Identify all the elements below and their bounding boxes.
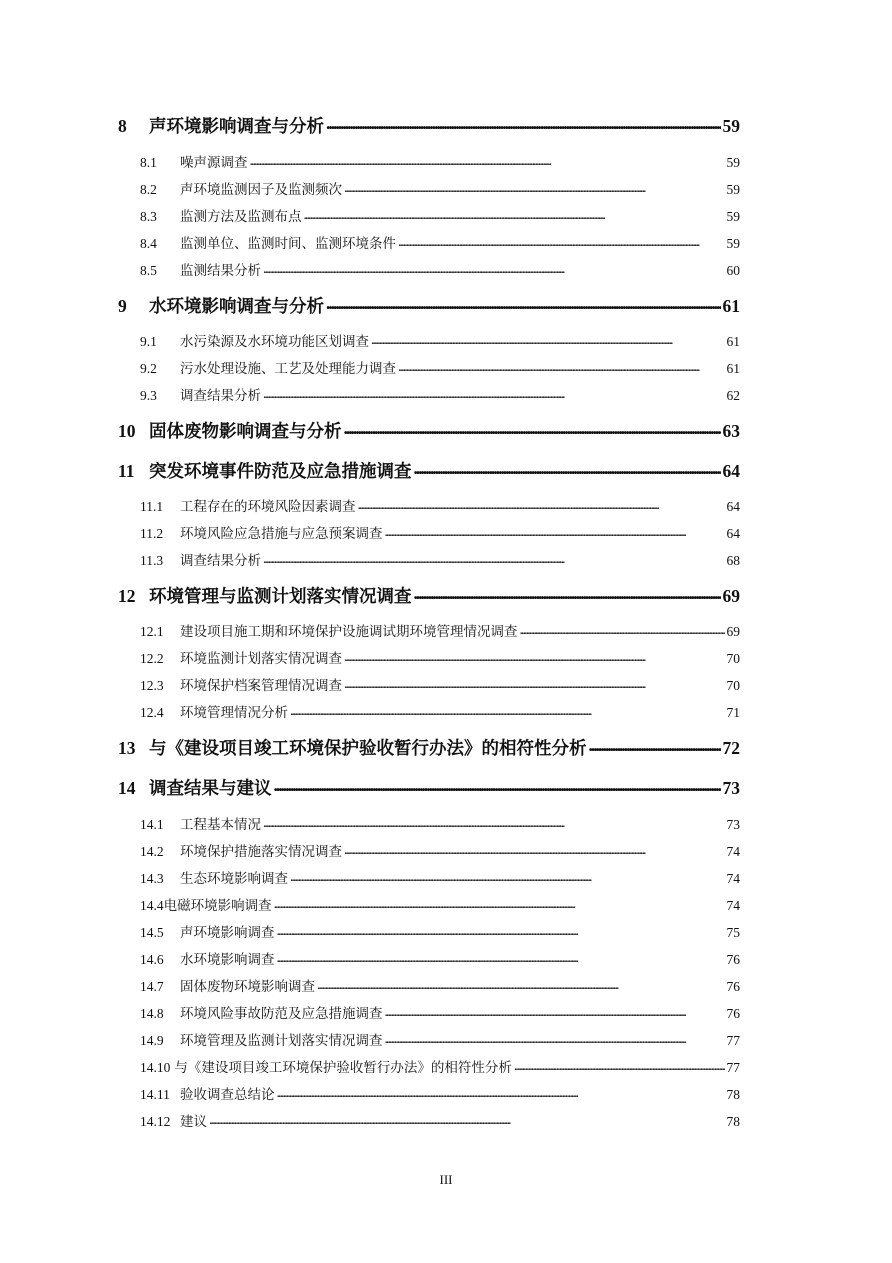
toc-entry-page-number: 73 (722, 778, 740, 798)
toc-entry-page-number: 64 (722, 461, 740, 481)
toc-entry-title: 验收调查总结论 (180, 1087, 275, 1102)
toc-dot-leader (263, 816, 725, 830)
toc-entry-title: 声环境影响调查与分析 (149, 116, 324, 136)
toc-section-entry[interactable] (140, 977, 740, 997)
toc-dot-leader (589, 737, 721, 755)
toc-dot-leader (317, 978, 725, 992)
toc-entry-page-number: 76 (726, 979, 740, 994)
toc-entry-title: 环境管理及监测计划落实情况调查 (180, 1033, 383, 1048)
toc-entry-page-number: 73 (726, 817, 740, 832)
toc-dot-leader (290, 704, 725, 718)
toc-section-entry[interactable] (140, 622, 740, 642)
toc-entry-number: 14.6 (140, 952, 164, 967)
toc-dot-leader (344, 650, 725, 664)
toc-dot-leader (414, 585, 721, 603)
toc-entry-page-number: 61 (722, 296, 740, 316)
toc-entry-number: 14 (118, 778, 136, 798)
toc-dot-leader (344, 677, 725, 691)
toc-entry-page-number: 61 (726, 361, 740, 376)
toc-entry-title: 环境管理与监测计划落实情况调查 (149, 586, 412, 606)
toc-entry-number: 8.4 (140, 236, 157, 251)
toc-section-entry[interactable] (140, 359, 740, 379)
toc-dot-leader (274, 897, 725, 911)
toc-entry-title: 水污染源及水环境功能区划调查 (180, 334, 369, 349)
toc-section-entry[interactable] (140, 842, 740, 862)
page-footer-number: III (439, 1172, 453, 1187)
toc-entry-title: 调查结果与建议 (149, 778, 272, 798)
toc-entry-title: 固体废物影响调查与分析 (149, 421, 342, 441)
toc-dot-leader (344, 181, 725, 195)
toc-section-entry[interactable] (140, 153, 740, 173)
toc-section-entry[interactable] (140, 1085, 740, 1105)
toc-chapter-entry[interactable] (118, 584, 740, 608)
toc-entry-number: 8.2 (140, 182, 157, 197)
toc-entry-number: 11 (118, 461, 135, 481)
toc-entry-number: 14.4 (140, 898, 164, 913)
toc-chapter-entry[interactable] (118, 419, 740, 443)
toc-dot-leader (263, 262, 725, 276)
toc-entry-number: 12.4 (140, 705, 164, 720)
toc-entry-page-number: 61 (726, 334, 740, 349)
toc-dot-leader (398, 235, 725, 249)
toc-dot-leader (274, 777, 721, 795)
toc-dot-leader (290, 870, 725, 884)
toc-dot-leader (344, 420, 721, 438)
toc-dot-leader (398, 360, 725, 374)
toc-entry-title: 声环境影响调查 (180, 925, 275, 940)
toc-entry-page-number: 59 (726, 155, 740, 170)
toc-entry-title: 固体废物环境影响调查 (180, 979, 315, 994)
toc-entry-page-number: 70 (726, 678, 740, 693)
toc-section-entry[interactable] (140, 649, 740, 669)
toc-entry-page-number: 77 (726, 1033, 740, 1048)
toc-dot-leader (385, 1005, 725, 1019)
toc-entry-title: 工程基本情况 (180, 817, 261, 832)
toc-entry-title: 环境保护档案管理情况调查 (180, 678, 342, 693)
toc-dot-leader (414, 460, 721, 478)
toc-entry-title: 环境监测计划落实情况调查 (180, 651, 342, 666)
toc-entry-page-number: 78 (726, 1087, 740, 1102)
toc-entry-number: 14.11 (140, 1087, 170, 1102)
toc-entry-page-number: 75 (726, 925, 740, 940)
toc-entry-title: 突发环境事件防范及应急措施调查 (149, 461, 412, 481)
toc-entry-title: 监测结果分析 (180, 263, 261, 278)
toc-entry-number: 14.9 (140, 1033, 164, 1048)
toc-entry-page-number: 64 (726, 526, 740, 541)
toc-entry-page-number: 59 (726, 209, 740, 224)
toc-chapter-entry[interactable] (118, 736, 740, 760)
toc-entry-number: 14.12 (140, 1114, 171, 1129)
toc-entry-number: 14.10 (140, 1060, 171, 1075)
toc-section-entry[interactable] (140, 869, 740, 889)
toc-section-entry[interactable] (140, 815, 740, 835)
toc-entry-number: 8.3 (140, 209, 157, 224)
toc-dot-leader (277, 951, 725, 965)
toc-dot-leader (520, 623, 725, 637)
toc-dot-leader (250, 154, 725, 168)
toc-section-entry[interactable] (140, 1112, 740, 1132)
toc-entry-page-number: 71 (726, 705, 740, 720)
toc-entry-number: 9 (118, 296, 127, 316)
toc-entry-title: 电磁环境影响调查 (163, 898, 272, 913)
toc-entry-title: 水环境影响调查与分析 (149, 296, 324, 316)
toc-section-entry[interactable] (140, 1004, 740, 1024)
toc-section-entry[interactable] (140, 180, 740, 200)
toc-entry-page-number: 69 (722, 586, 740, 606)
toc-section-entry[interactable] (140, 207, 740, 227)
toc-entry-title: 监测单位、监测时间、监测环境条件 (180, 236, 396, 251)
toc-chapter-entry[interactable] (118, 459, 740, 483)
toc-dot-leader (277, 924, 725, 938)
toc-entry-page-number: 64 (726, 499, 740, 514)
toc-entry-number: 11.2 (140, 526, 164, 541)
toc-entry-title: 调查结果分析 (180, 388, 261, 403)
toc-entry-title: 噪声源调查 (180, 155, 248, 170)
toc-entry-number: 13 (118, 738, 136, 758)
toc-entry-page-number: 69 (726, 624, 740, 639)
toc-entry-number: 9.3 (140, 388, 157, 403)
toc-section-entry[interactable] (140, 524, 740, 544)
toc-dot-leader (304, 208, 725, 222)
toc-section-entry[interactable] (140, 497, 740, 517)
toc-section-entry[interactable] (140, 676, 740, 696)
toc-entry-number: 10 (118, 421, 136, 441)
toc-dot-leader (326, 295, 721, 313)
toc-entry-page-number: 62 (726, 388, 740, 403)
toc-entry-number: 14.7 (140, 979, 164, 994)
toc-entry-page-number: 63 (722, 421, 740, 441)
toc-entry-title: 环境管理情况分析 (180, 705, 288, 720)
toc-section-entry[interactable] (140, 923, 740, 943)
toc-section-entry[interactable] (140, 896, 740, 916)
toc-section-entry[interactable] (140, 261, 740, 281)
toc-entry-number: 14.1 (140, 817, 164, 832)
toc-entry-number: 11.1 (140, 499, 164, 514)
toc-entry-number: 14.5 (140, 925, 164, 940)
toc-entry-number: 14.3 (140, 871, 164, 886)
toc-entry-page-number: 68 (726, 553, 740, 568)
toc-section-entry[interactable] (140, 234, 740, 254)
toc-entry-title: 建设项目施工期和环境保护设施调试期环境管理情况调查 (180, 624, 518, 639)
toc-entry-number: 12.3 (140, 678, 164, 693)
toc-entry-title: 工程存在的环境风险因素调查 (180, 499, 356, 514)
toc-section-entry[interactable] (140, 386, 740, 406)
toc-dot-leader (277, 1086, 725, 1100)
toc-entry-number: 12 (118, 586, 136, 606)
toc-entry-page-number: 59 (726, 236, 740, 251)
toc-section-entry[interactable] (140, 551, 740, 571)
toc-entry-number: 9.2 (140, 361, 157, 376)
toc-entry-page-number: 60 (726, 263, 740, 278)
toc-entry-title: 与《建设项目竣工环境保护验收暂行办法》的相符性分析 (149, 738, 587, 758)
toc-dot-leader (344, 843, 725, 857)
toc-dot-leader (371, 333, 725, 347)
toc-dot-leader (358, 498, 725, 512)
toc-section-entry[interactable] (140, 332, 740, 352)
toc-entry-page-number: 74 (726, 844, 740, 859)
toc-entry-page-number: 72 (722, 738, 740, 758)
toc-section-entry[interactable] (140, 703, 740, 723)
toc-entry-number: 12.2 (140, 651, 164, 666)
toc-entry-title: 环境保护措施落实情况调查 (180, 844, 342, 859)
toc-dot-leader (209, 1113, 725, 1127)
toc-entry-page-number: 76 (726, 1006, 740, 1021)
toc-entry-page-number: 59 (722, 116, 740, 136)
toc-entry-title: 建议 (180, 1114, 207, 1129)
toc-entry-page-number: 70 (726, 651, 740, 666)
toc-chapter-entry[interactable] (118, 114, 740, 138)
toc-entry-page-number: 76 (726, 952, 740, 967)
toc-entry-number: 14.8 (140, 1006, 164, 1021)
toc-dot-leader (385, 525, 725, 539)
toc-entry-number: 8.5 (140, 263, 157, 278)
toc-entry-title: 环境风险事故防范及应急措施调查 (180, 1006, 383, 1021)
toc-entry-title: 调查结果分析 (180, 553, 261, 568)
toc-section-entry[interactable] (140, 1031, 740, 1051)
toc-entry-number: 11.3 (140, 553, 164, 568)
toc-entry-page-number: 74 (726, 871, 740, 886)
toc-entry-page-number: 59 (726, 182, 740, 197)
toc-entry-page-number: 78 (726, 1114, 740, 1129)
toc-dot-leader (514, 1059, 725, 1073)
toc-entry-title: 监测方法及监测布点 (180, 209, 302, 224)
toc-dot-leader (385, 1032, 725, 1046)
toc-entry-number: 14.2 (140, 844, 164, 859)
toc-dot-leader (263, 387, 725, 401)
toc-entry-title: 水环境影响调查 (180, 952, 275, 967)
toc-entry-page-number: 77 (726, 1060, 740, 1075)
toc-dot-leader (326, 115, 721, 133)
toc-entry-number: 12.1 (140, 624, 164, 639)
toc-entry-number: 8.1 (140, 155, 157, 170)
toc-chapter-entry[interactable] (118, 294, 740, 318)
toc-section-entry[interactable] (140, 950, 740, 970)
toc-entry-page-number: 74 (726, 898, 740, 913)
toc-entry-number: 9.1 (140, 334, 157, 349)
toc-chapter-entry[interactable] (118, 776, 740, 800)
toc-entry-title: 环境风险应急措施与应急预案调查 (180, 526, 383, 541)
toc-section-entry[interactable] (140, 1058, 740, 1078)
toc-entry-title: 声环境监测因子及监测频次 (180, 182, 342, 197)
toc-entry-title: 生态环境影响调查 (180, 871, 288, 886)
toc-dot-leader (263, 552, 725, 566)
toc-entry-number: 8 (118, 116, 127, 136)
toc-entry-title: 污水处理设施、工艺及处理能力调查 (180, 361, 396, 376)
toc-entry-title: 与《建设项目竣工环境保护验收暂行办法》的相符性分析 (174, 1060, 512, 1075)
